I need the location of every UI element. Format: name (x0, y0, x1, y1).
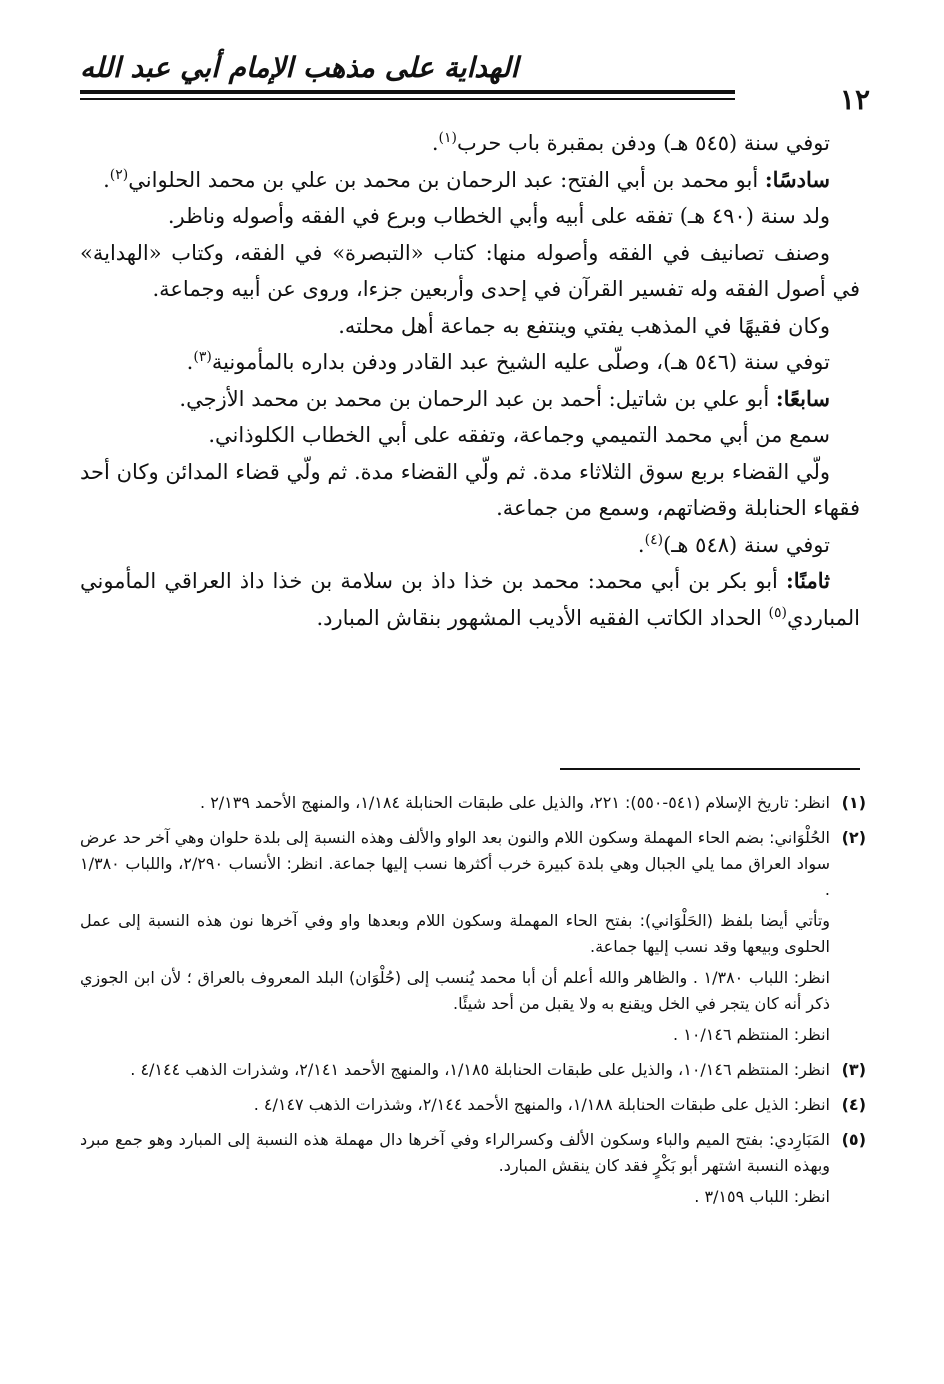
footnote-2 (80, 825, 866, 1053)
footnote-4 (80, 1092, 866, 1123)
footnote-paragraph: انظر: تاريخ الإسلام (٥٤١-٥٥٠): ٢٢١، والذيل على طبقات الحنابلة ١/١٨٤، والمنهج الأحمد ٢/١٣٩ . (200, 793, 830, 812)
footnote-paragraph: انظر: المنتظم ١٠/١٤٦، والذيل على طبقات الحنابلة ١/١٨٥، والمنهج الأحمد ٢/١٤١، وشذرات الذهب ٤/١٤٤ . (130, 1060, 830, 1079)
footnote-text (80, 790, 830, 821)
paragraph: توفي سنة (٥٤٥ هـ) ودفن بمقبرة باب حرب$^{(١)}$. (431, 130, 830, 155)
paragraph-text: وكان فقيهًا في المذهب يفتي وينتفع به جماعة أهل محلته. (338, 313, 830, 338)
main-text (80, 125, 860, 636)
footnote-1 (80, 790, 866, 821)
footnote-mark: (٤) (644, 531, 664, 548)
footnote-mark: (٣) (193, 349, 212, 365)
footnote-paragraph: انظر: الذيل على طبقات الحنابلة ١/١٨٨، والمنهج الأحمد ٢/١٤٤، وشذرات الذهب ٤/١٤٧ . (253, 1095, 830, 1114)
footnotes (80, 790, 866, 1219)
paragraph: توفي سنة (٥٤٦ هـ)، وصلّى عليه الشيخ عبد القادر ودفن بداره بالمأمونية$^{(٣)}$. (186, 349, 830, 374)
footnote-text (80, 1057, 830, 1088)
paragraph-text: أبو محمد بن أبي الفتح: عبد الرحمان بن محمد بن علي بن محمد الحلواني (128, 167, 759, 192)
book-title: الهداية على مذهب الإمام أبي عبد الله (80, 51, 519, 84)
paragraph (80, 381, 860, 418)
footnote-paragraph: انظر: اللباب ٣/١٥٩ . (694, 1187, 830, 1206)
header-rule-thin (80, 98, 735, 100)
paragraph-text: الحداد الكاتب الفقيه الأديب المشهور بنقاش المبارد. (316, 605, 762, 630)
section-lead: سابعًا: (775, 385, 830, 411)
footnote-mark: (٢) (109, 166, 129, 183)
footnote-paragraph: الحُلْوَاني: بضم الحاء المهملة وسكون اللام والنون بعد الواو والألف وهذه النسبة إلى بلدة حلوان وهي آخر حد عرض سواد العراق مما يلي الجبال وهي بلدة كبيرة خرب أكثرها نسب إليها جماعة. انظر: الأنساب ٢/٢٩٠، واللباب ١/٣٨٠ . (80, 828, 830, 899)
footnote-text (80, 1092, 830, 1123)
footnote-5 (80, 1127, 866, 1215)
paragraph (80, 563, 860, 636)
page-header (80, 48, 870, 118)
footnote-number: (١) (841, 793, 866, 812)
paragraph-text: ولّي القضاء بربع سوق الثلاثاء مدة. ثم ولّي القضاء مدة. ثم ولّي قضاء المدائن وكان أحد فقهاء الحنابلة وقضاتهم، وسمع من جماعة. (80, 459, 860, 520)
section-lead: سادسًا: (764, 166, 830, 192)
paragraph-text: توفي سنة (٥٤٨ هـ) (663, 532, 830, 557)
paragraph (80, 454, 860, 527)
paragraph-text: ولد سنة (٤٩٠ هـ) تفقه على أبيه وأبي الخطاب وبرع في الفقه وأصوله وناظر. (167, 204, 830, 228)
paragraph (80, 198, 860, 235)
paragraph-text: أبو علي بن شاتيل: أحمد بن عبد الرحمان بن محمد بن محمد الأزجي. (179, 386, 770, 411)
paragraph-text: سمع من أبي محمد التميمي وجماعة، وتفقه على أبي الخطاب الكلوذاني. (208, 423, 830, 447)
footnote-paragraph: انظر: المنتظم ١٠/١٤٦ . (673, 1025, 830, 1044)
footnote-text (80, 1127, 830, 1215)
paragraph (80, 235, 860, 308)
footnote-mark: (١) (438, 130, 457, 146)
footnote-number: (٣) (841, 1060, 866, 1079)
paragraph-text: وصنف تصانيف في الفقه وأصوله منها: كتاب «التبصرة» في الفقه، وكتاب «الهداية» في أصول الفقه وله تفسير القرآن في إحدى وأربعين جزءا، وروى عن أبيه وجماعة. (80, 240, 860, 301)
footnote-text (80, 825, 830, 1053)
paragraph-text: توفي سنة (٥٤٥ هـ) ودفن بمقبرة باب حرب (456, 131, 830, 155)
footnote-number: (٤) (841, 1095, 866, 1114)
footnote-paragraph: المَبَارِدي: بفتح الميم والباء وسكون الألف وكسرالراء وفي آخرها دال مهملة هذه النسبة إلى المبارد وهو جمع مبرد وبهذه النسبة اشتهر أبو بَكْرٍ فقد كان ينقش المبارد. (80, 1130, 830, 1175)
footnote-paragraph: وتأتي أيضا بلفظ (الحَلْوَاني): بفتح الحاء المهملة وسكون اللام وبعدها واو وفي آخرها نون هذه النسبة إلى عمل الحلوى وبيعها وقد نسب إليها جماعة. (80, 911, 830, 956)
footnote-number: (٢) (841, 828, 866, 847)
footnote-paragraph: انظر: اللباب ١/٣٨٠ . والظاهر والله أعلم أن أبا محمد يُنسب إلى (حُلْوَان) البلد المعروف بالعراق ؛ لأن ابن الجوزي ذكر أنه كان يتجر في الخل ويقنع به ولا يقبل من أحد شيئًا. (80, 968, 831, 1013)
paragraph (80, 308, 860, 345)
paragraph: توفي سنة (٥٤٨ هـ)$^{(٤)}$. (637, 531, 830, 557)
footnote-mark: (٥) (768, 604, 787, 621)
header-rule-thick (80, 90, 735, 94)
paragraph-text: أبو بكر بن أبي محمد: محمد بن خذا داذ بن سلامة بن خذا داذ العراقي المأموني المباردي (80, 569, 860, 630)
footnote-separator (560, 768, 860, 770)
paragraph: سادسًا: أبو محمد بن أبي الفتح: عبد الرحمان بن محمد بن علي بن محمد الحلواني$^{(٢)}$. (103, 166, 830, 192)
page-number: ١٢ (839, 83, 870, 116)
footnote-number: (٥) (841, 1130, 866, 1149)
section-lead: ثامنًا: (786, 568, 830, 593)
paragraph-text: توفي سنة (٥٤٦ هـ)، وصلّى عليه الشيخ عبد القادر ودفن بداره بالمأمونية (211, 350, 830, 374)
paragraph (80, 417, 860, 454)
footnote-3 (80, 1057, 866, 1088)
